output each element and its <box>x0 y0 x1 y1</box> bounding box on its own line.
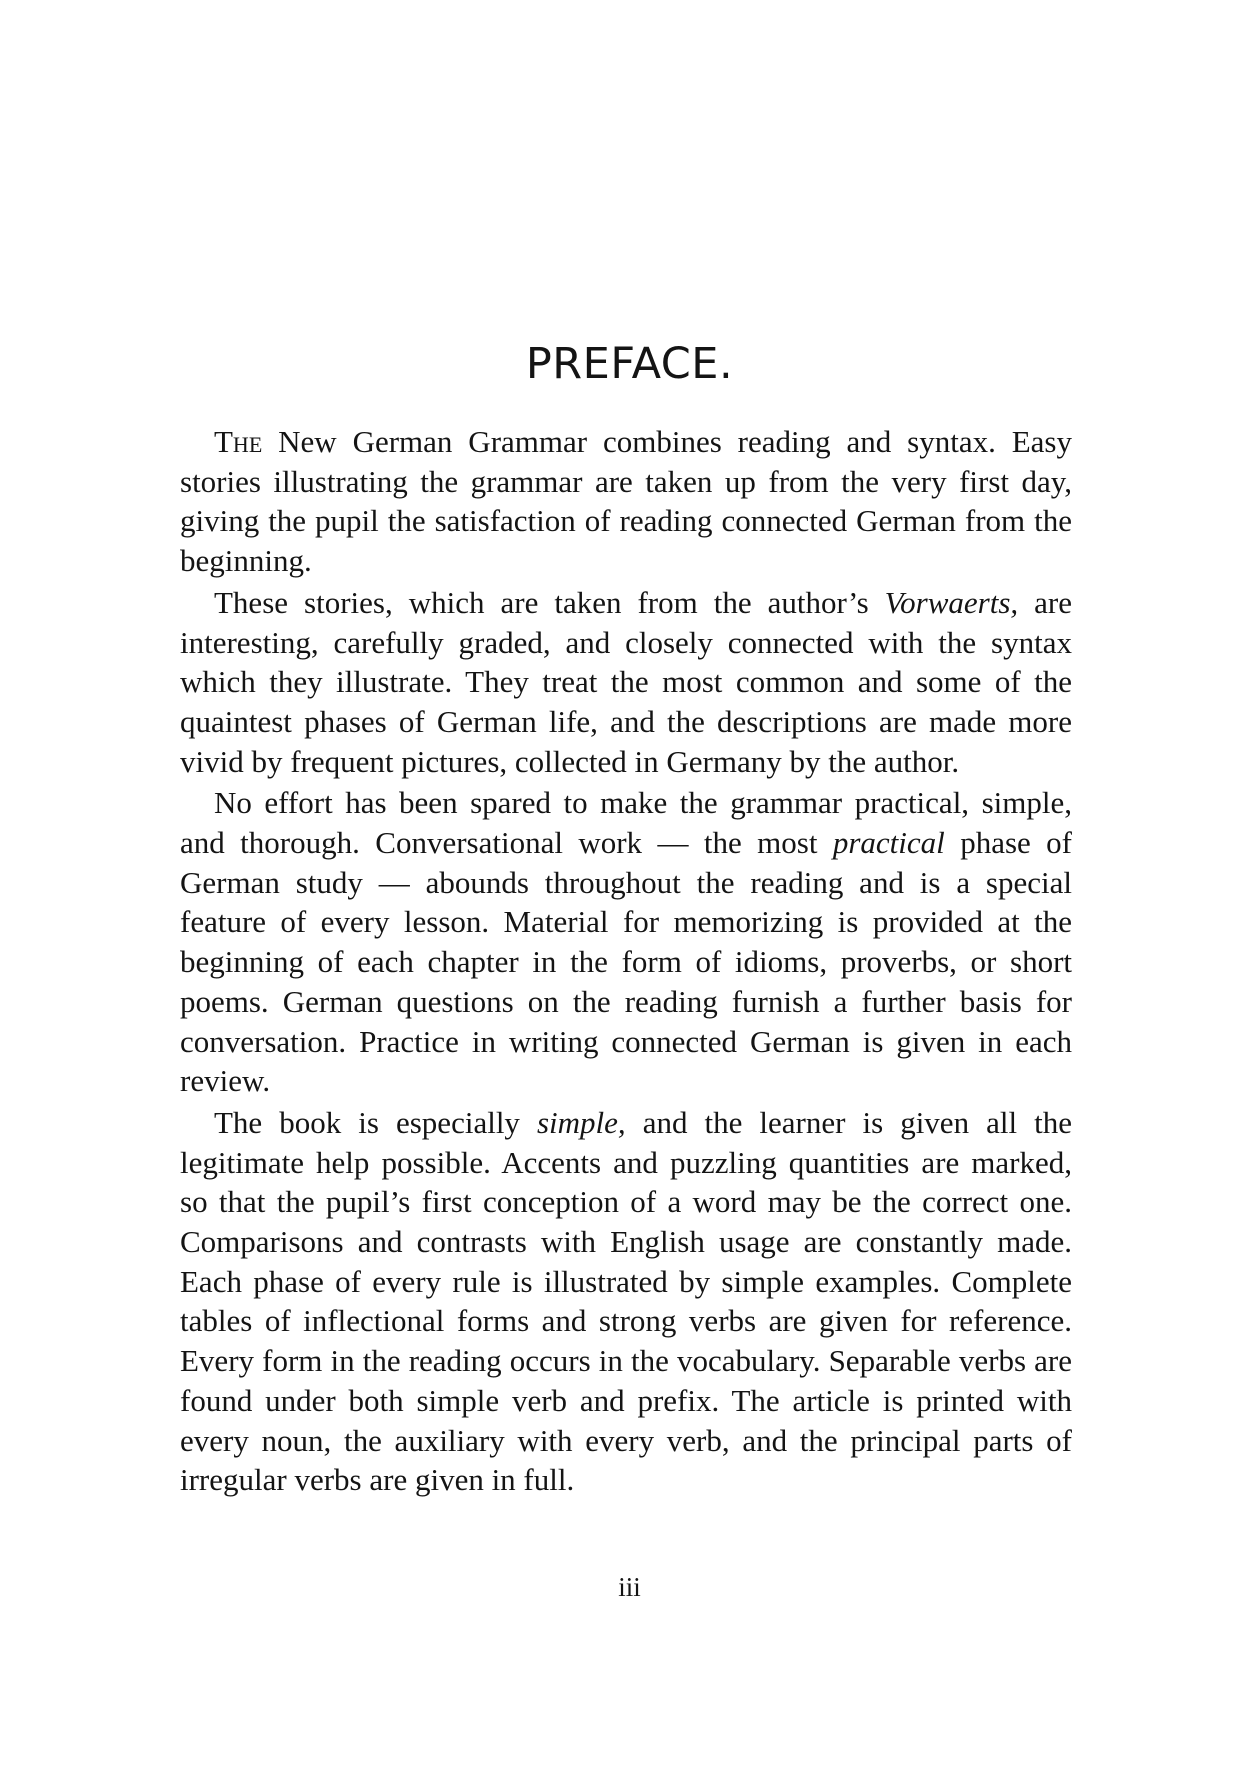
paragraph-text: are interesting, carefully graded, and closely connected with the syntax which they illustrate. They treat the most common and some of the quaintest phases of German life, and the descriptions are made more vivid by frequent pictures, collected in Germany by the author. <box>180 584 1073 779</box>
paragraph-lead-word: The <box>214 424 263 459</box>
paragraph-text: phase of German study — abounds throughout the reading and is a special feature of every lesson. Material for memorizing is provided at the beginning of each chapter in the form of idioms, proverbs, or short poems. German questions on the reading furnish a further basis for conversation. Practice in writing connected German is given in each review. <box>180 825 1073 1099</box>
paragraph-text: No effort has been spared to make the grammar practical, simple, and thorough. Conversational work — the most <box>180 785 1072 861</box>
italic-emphasis-practical: practical <box>832 825 945 861</box>
italic-emphasis-simple: simple, <box>536 1104 626 1140</box>
page-title: PREFACE. <box>525 339 734 389</box>
paragraph-text: New German Grammar combines reading and syntax. Easy stories illustrating the grammar are taken up from the very first day, giving the pupil the satisfaction of reading connected German from the beginning. <box>180 424 1072 579</box>
page-number: iii <box>618 1572 641 1602</box>
paragraph-text: These stories, which are taken from the author’s <box>214 584 885 620</box>
paragraph-1 <box>180 422 1072 581</box>
preface-body <box>180 422 1072 1502</box>
paragraph-2 <box>180 583 1072 782</box>
paragraph-text: The book is especially <box>214 1104 537 1140</box>
paragraph-4 <box>180 1103 1072 1500</box>
italic-title-vorwaerts: Vorwaerts, <box>884 584 1019 620</box>
paragraph-3 <box>180 783 1072 1101</box>
paragraph-text: and the learner is given all the legitimate help possible. Accents and puzzling quantities are marked, so that the pupil’s first conception of a word may be the correct one. Comparisons and contrasts with English usage are constantly made. Each phase of every rule is illustrated by simple examples. Complete tables of inflectional forms and strong verbs are given for reference. Every form in the reading occurs in the vocabulary. Separable verbs are found under both simple verb and prefix. The article is printed with every noun, the auxiliary with every verb, and the principal parts of irregular verbs are given in full. <box>180 1104 1072 1498</box>
